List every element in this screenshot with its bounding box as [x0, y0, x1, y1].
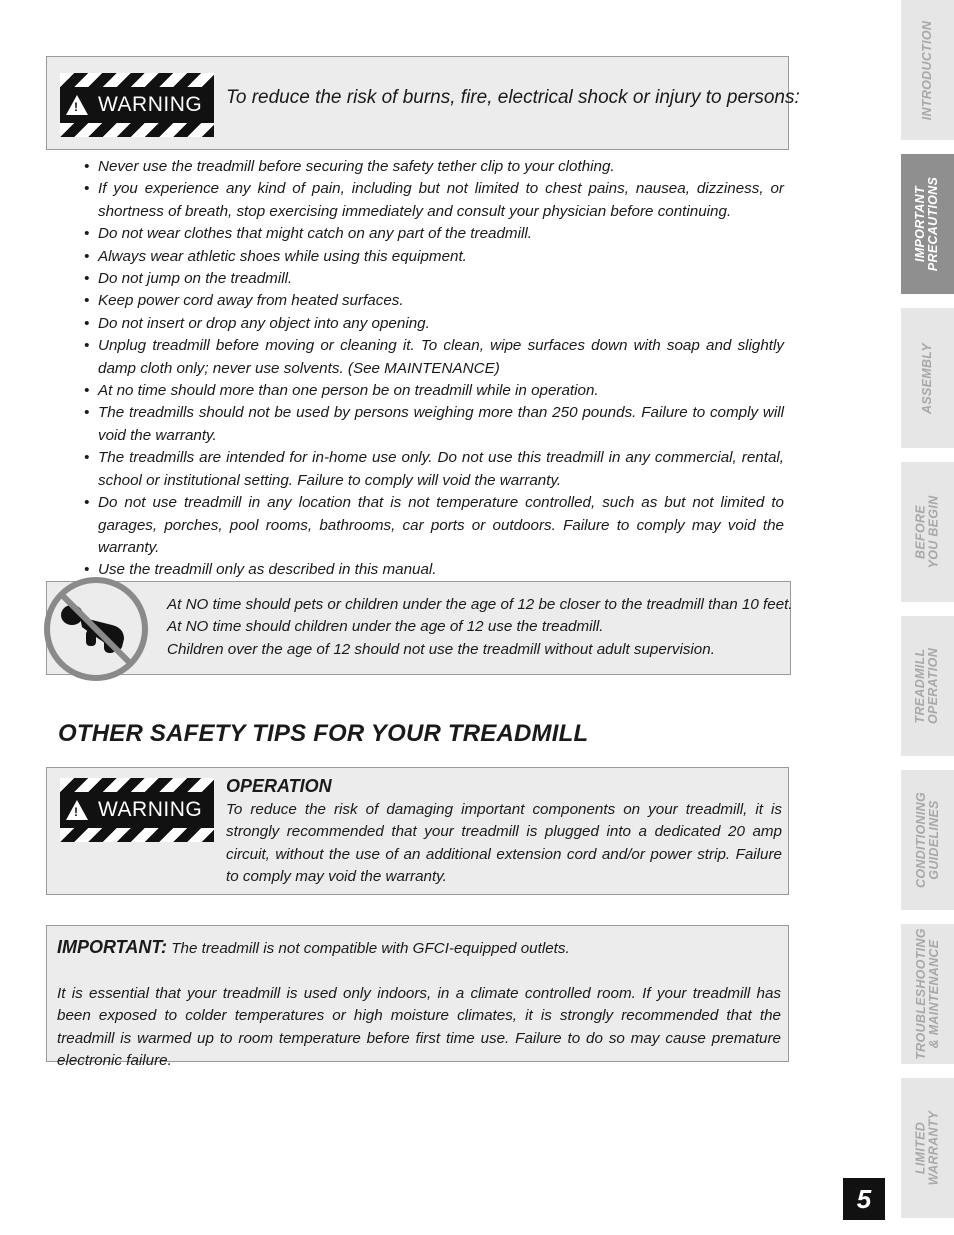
tab-label: LIMITED WARRANTY: [913, 1110, 941, 1186]
tab-label: CONDITIONING GUIDELINES: [913, 792, 941, 888]
tab-important-precautions[interactable]: [901, 154, 954, 294]
tab-label: ASSEMBLY: [920, 342, 934, 414]
list-item: • The treadmills should not be used by persons weighing more than 250 pounds. Failure to comply will void the warranty.: [84, 404, 784, 444]
tab-limited-warranty[interactable]: [901, 1078, 954, 1218]
children-warning-line: At NO time should pets or children under the age of 12 be closer to the treadmill than 10 feet.: [167, 596, 793, 613]
important-label: IMPORTANT:: [57, 937, 167, 957]
warning-label-text: WARNING: [98, 798, 203, 821]
tab-introduction[interactable]: [901, 0, 954, 140]
hazard-stripe-top: [60, 778, 214, 792]
tab-assembly[interactable]: [901, 308, 954, 448]
hazard-stripe-bottom: [60, 123, 214, 137]
list-item: • Always wear athletic shoes while using this equipment.: [84, 247, 467, 265]
safety-bullet-list: [84, 156, 784, 582]
tab-troubleshooting-maintenance[interactable]: [901, 924, 954, 1064]
warning-label: [60, 778, 214, 842]
hazard-stripe-top: [60, 73, 214, 87]
list-item: • Do not jump on the treadmill.: [84, 270, 293, 288]
tab-before-you-begin[interactable]: [901, 462, 954, 602]
list-item: • Do not wear clothes that might catch on any part of the treadmill.: [84, 225, 532, 243]
warning-label: [60, 73, 214, 137]
list-item: • At no time should more than one person be on treadmill while in operation.: [84, 382, 599, 400]
tab-label: BEFORE YOU BEGIN: [913, 495, 941, 569]
tab-conditioning-guidelines[interactable]: [901, 770, 954, 910]
important-paragraph: It is essential that your treadmill is used only indoors, in a climate controlled room. If your treadmill has been exposed to colder temperatures or high moisture climates, it is strongly recommended that the treadmill is warmed up to room temperature before first time use. Failure to do so may cause premature electronic failure.: [57, 985, 781, 1070]
list-item: • Never use the treadmill before securing the safety tether clip to your clothing.: [84, 158, 615, 175]
hazard-stripe-bottom: [60, 828, 214, 842]
list-item: • If you experience any kind of pain, including but not limited to chest pains, nausea, dizziness, or shortness of breath, stop exercising immediately and consult your physician before continuing.: [84, 180, 784, 220]
page-number: 5: [843, 1178, 885, 1220]
children-warning-line: Children over the age of 12 should not use the treadmill without adult supervision.: [167, 640, 715, 658]
warning-label-text: WARNING: [98, 93, 203, 116]
list-item: • Keep power cord away from heated surfaces.: [84, 292, 404, 310]
important-box: [46, 925, 789, 1070]
warning-triangle-icon: !: [66, 95, 88, 115]
no-children-icon: [42, 575, 150, 683]
children-warning-line: At NO time should children under the age of 12 use the treadmill.: [167, 618, 604, 636]
tab-treadmill-operation[interactable]: [901, 616, 954, 756]
list-item: • Do not use treadmill in any location that is not temperature controlled, such as but not limited to garages, porches, pool rooms, bathrooms, car ports or outdoors. Failure to comply may void the warranty.: [84, 494, 784, 556]
list-item: • Do not insert or drop any object into any opening.: [84, 314, 430, 332]
list-item: • Use the treadmill only as described in this manual.: [84, 561, 437, 579]
section-title: OTHER SAFETY TIPS FOR YOUR TREADMILL: [58, 720, 589, 747]
operation-title: OPERATION: [226, 776, 332, 796]
warning-triangle-icon: !: [66, 800, 88, 820]
warning-box: [46, 56, 800, 150]
important-line: [57, 936, 781, 960]
list-item: • The treadmills are intended for in-home use only. Do not use this treadmill in any commercial, rental, school or institutional setting. Failure to comply will void the warranty.: [84, 449, 784, 489]
important-text: The treadmill is not compatible with GFCI-equipped outlets.: [171, 940, 570, 957]
list-item: • Unplug treadmill before moving or cleaning it. To clean, wipe surfaces down with soap and slightly damp cloth only; never use solvents. (See MAINTENANCE): [84, 337, 784, 377]
tab-label: TROUBLESHOOTING & MAINTENANCE: [913, 928, 941, 1060]
tab-label: INTRODUCTION: [920, 20, 934, 120]
operation-warning-box: [46, 767, 789, 895]
children-warning-text: [167, 594, 793, 661]
warning-heading: To reduce the risk of burns, fire, electrical shock or injury to persons:: [226, 87, 800, 108]
tab-label: TREADMILL OPERATION: [913, 647, 941, 725]
tab-label: IMPORTANT PRECAUTIONS: [913, 176, 941, 272]
operation-text: To reduce the risk of damaging important components on your treadmill, it is strongly recommended that your treadmill is plugged into a dedicated 20 amp circuit, without the use of an additional extension cord and/or power strip. Failure to comply may void the warranty.: [226, 801, 782, 886]
